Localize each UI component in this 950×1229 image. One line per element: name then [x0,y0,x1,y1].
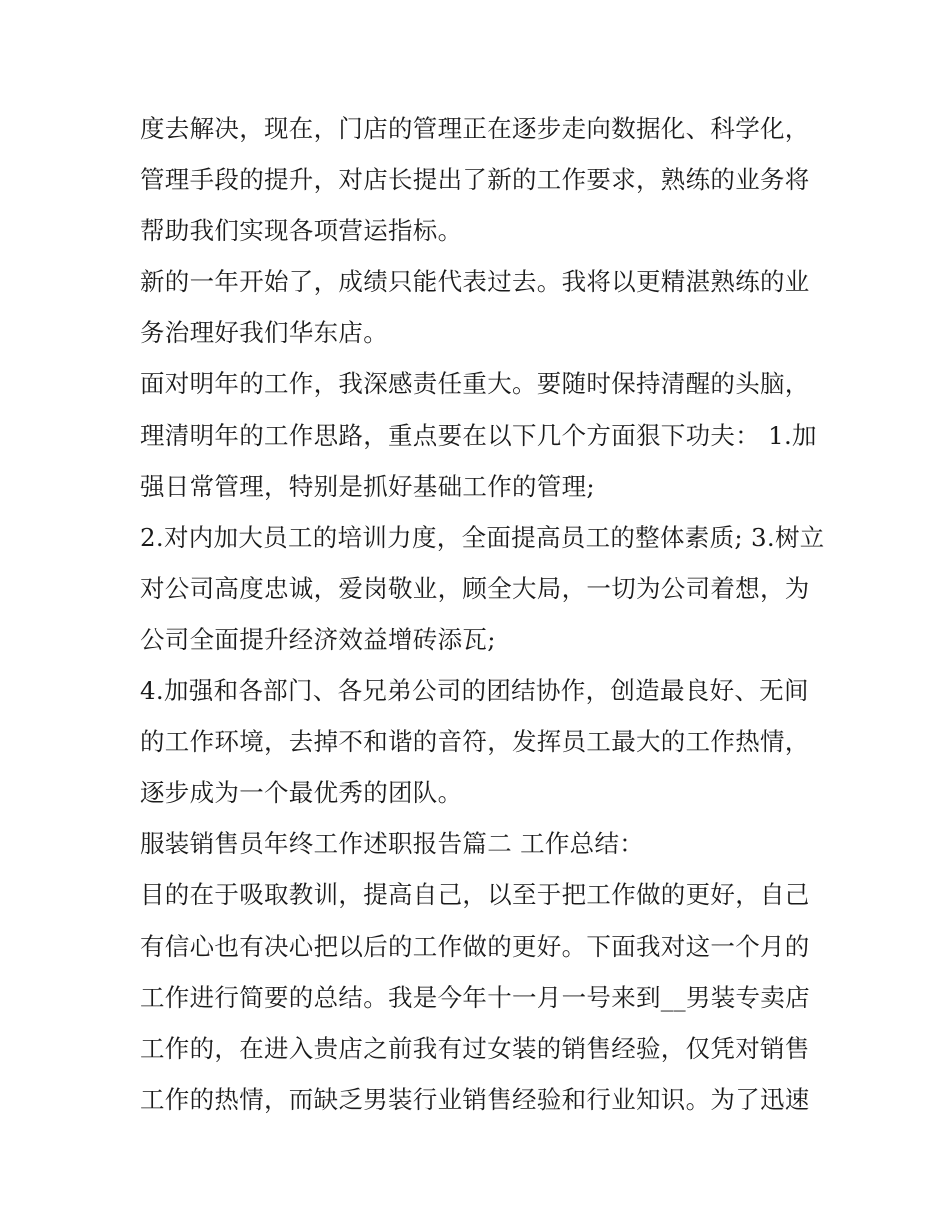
text-line: 对公司高度忠诚，爱岗敬业，顾全大局，一切为公司着想，为 [140,573,810,603]
text-line: 工作的，在进入贵店之前我有过女装的销售经验，仅凭对销售 [140,1033,810,1063]
text-line: 管理手段的提升，对店长提出了新的工作要求，熟练的业务将 [140,165,810,195]
text-line: 新的一年开始了，成绩只能代表过去。我将以更精湛熟练的业 [140,267,810,297]
text-line: 度去解决，现在，门店的管理正在逐步走向数据化、科学化， [140,114,810,143]
section-heading: 服装销售员年终工作述职报告篇二 工作总结： [140,829,645,859]
text-line: 强日常管理，特别是抓好基础工作的管理; [140,471,595,501]
text-line: 目的在于吸取教训，提高自己，以至于把工作做的更好，自己 [140,880,810,910]
text-line: 工作进行简要的总结。我是今年十一月一号来到__男装专卖店 [140,982,810,1012]
text-line: 逐步成为一个最优秀的团队。 [140,778,463,808]
text-line: 4.加强和各部门、各兄弟公司的团结协作，创造最良好、无间 [140,676,809,706]
text-line: 公司全面提升经济效益增砖添瓦; [140,624,496,654]
text-line: 有信心也有决心把以后的工作做的更好。下面我对这一个月的 [140,931,810,961]
text-line: 的工作环境，去掉不和谐的音符，发挥员工最大的工作热情， [140,727,810,757]
text-line: 2.对内加大员工的培训力度，全面提高员工的整体素质; 3.树立 [140,522,825,552]
text-line: 务治理好我们华东店。 [140,318,388,348]
document-body [140,103,825,1125]
text-line: 面对明年的工作，我深感责任重大。要随时保持清醒的头脑， [140,369,810,399]
text-line: 帮助我们实现各项营运指标。 [140,216,463,246]
text-line: 理清明年的工作思路，重点要在以下几个方面狠下功夫： 1.加 [140,420,817,450]
text-line: 工作的热情，而缺乏男装行业销售经验和行业知识。为了迅速 [140,1084,810,1114]
